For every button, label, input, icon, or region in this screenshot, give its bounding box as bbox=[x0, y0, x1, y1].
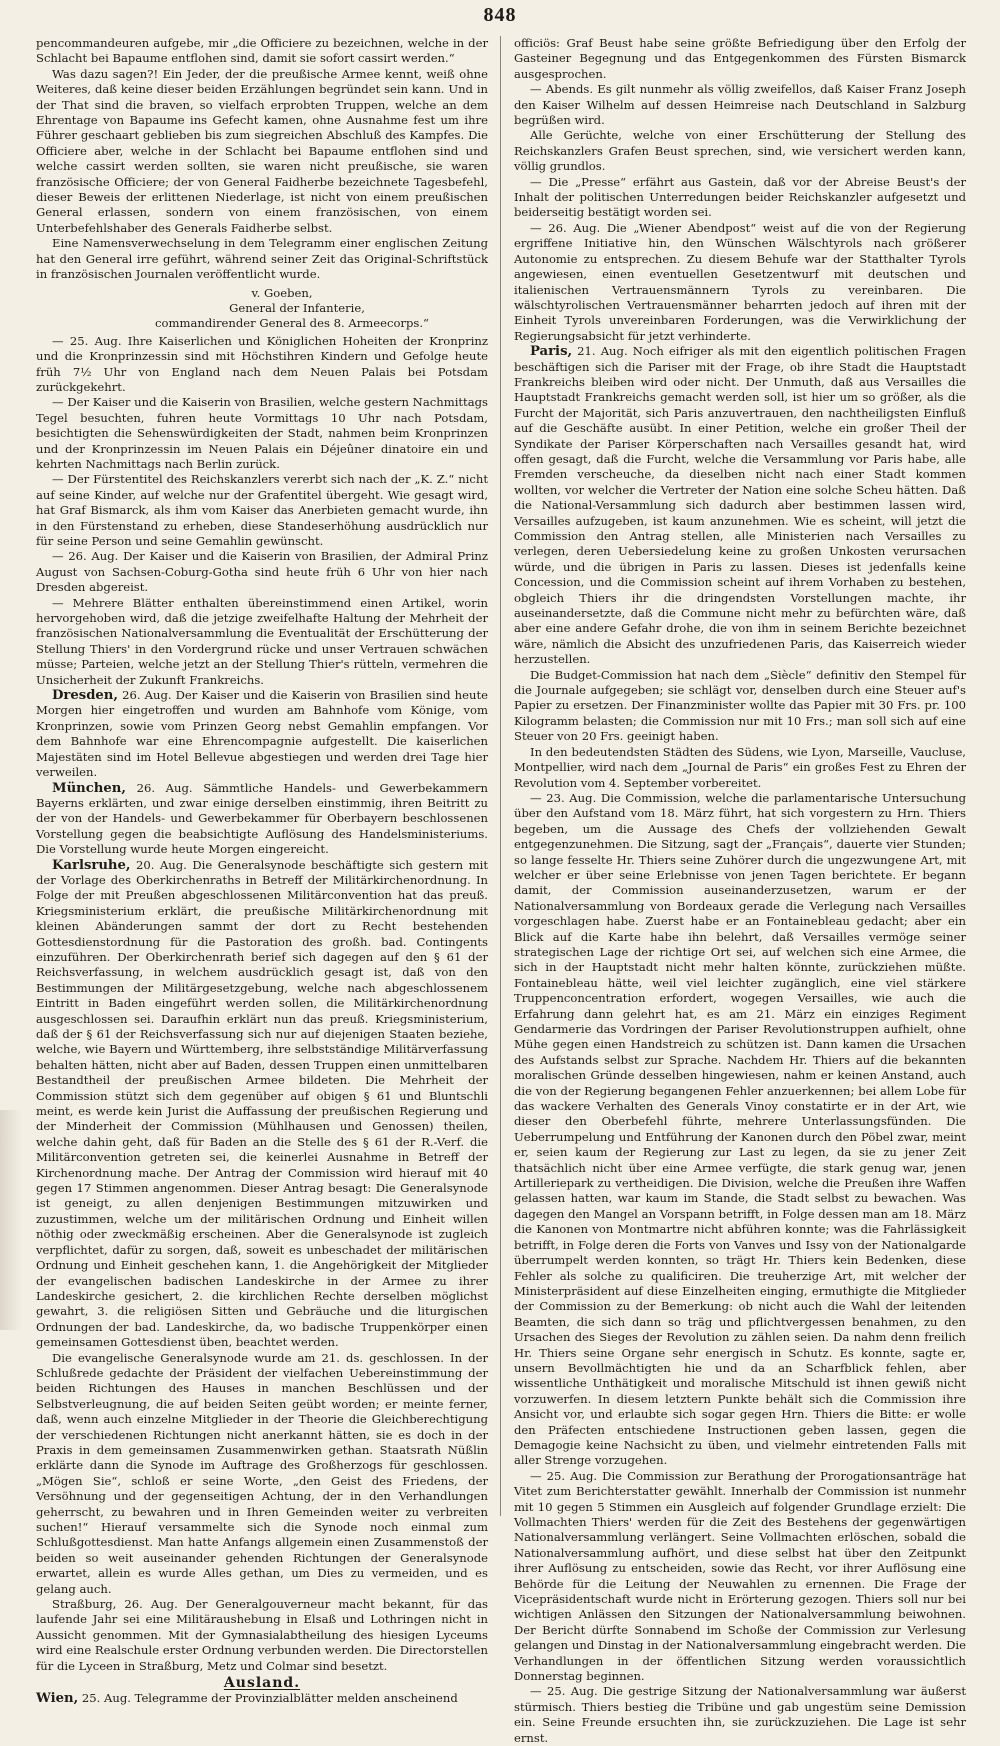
paragraph: In den bedeutendsten Städten des Südens, wie Lyon, Marseille, Vaucluse, Montpellier, wird nach dem „Journal de Paris“ ein großes Fest zu Ehren der Revolution vom 4. September vorbereitet. bbox=[514, 744, 966, 790]
paragraph: — Die „Presse“ erfährt aus Gastein, daß vor der Abreise Beust's der Inhalt der politischen Unterredungen beider Reichskanzler aufgesetzt und beiderseitig bestätigt worden sei. bbox=[514, 174, 966, 220]
paragraph: — 25. Aug. Die gestrige Sitzung der Nationalversammlung war äußerst stürmisch. Thiers bestieg die Tribüne und gab ungestüm seine Demission ein. Seine Freunde ersuchten ihn, sie zurückzuziehen. Die Lage ist sehr ernst. bbox=[514, 1684, 966, 1745]
paragraph: Die Budget-Commission hat nach dem „Siècle“ definitiv den Stempel für die Journale aufgegeben; sie schlägt vor, denselben durch eine Steuer auf's Papier zu ersetzen. Der Finanzminister wollte das Papier mit 30 Frs. pr. 100 Kilogramm belasten; die Commission nur mit 10 Frs.; man soll sich auf eine Steuer von 20 Frs. geeinigt haben. bbox=[514, 667, 966, 744]
dateline-muenchen: München, bbox=[52, 780, 126, 796]
dresden-article bbox=[36, 688, 488, 780]
right-column bbox=[514, 36, 966, 1745]
paris-article bbox=[514, 344, 966, 668]
signature-command: commandirender General des 8. Armeecorps.“ bbox=[155, 316, 429, 331]
dateline-dresden: Dresden, bbox=[52, 688, 118, 704]
wien-article bbox=[36, 1691, 488, 1706]
paragraph: officiös: Graf Beust habe seine größte Befriedigung über den Erfolg der Gasteiner Begegnung und das Entgegenkommen des Fürsten Bismarck ausgesprochen. bbox=[514, 36, 966, 81]
paragraph: — Der Kaiser und die Kaiserin von Brasilien, welche gestern Nachmittags Tegel besuchten, fuhren heute Vormittags 10 Uhr nach Potsdam, besichtigten die Sehenswürdigkeiten der Stadt, nahmen beim Kronprinzen und der Kronprinzessin im Neuen Palais ein Déjeûner dinatoire ein und kehrten Nachmittags nach Berlin zurück. bbox=[36, 395, 488, 471]
paragraph: — 26. Aug. Die „Wiener Abendpost“ weist auf die von der Regierung ergriffene Initiative hin, den Wünschen Wälschtyrols nach größerer Autonomie zu entsprechen. Zu diesem Behufe war der Statthalter Tyrols angewiesen, einen eventuellen Gesetzentwurf mit deutschen und italienischen Vertrauensmännern Tyrols zu vereinbaren. Die wälschtyrolischen Vertrauensmänner beharrten jedoch auf ihren mit der Einheit Tyrols unvereinbaren Forderungen, was die Verwirklichung der Regierungsabsicht für jetzt verhinderte. bbox=[514, 220, 966, 343]
paragraph: — Mehrere Blätter enthalten übereinstimmend einen Artikel, worin hervorgehoben wird, daß die jetzige zweifelhafte Haltung der Mehrheit der französischen Nationalversammlung die Eventualität der Erschütterung der Stellung Thiers' in den Vordergrund rücke und unser Vertrauen schwächen müsse; Parteien, welche jetzt an der Stellung Thier's rütteln, vermehren die Unsicherheit der Zukunft Frankreichs. bbox=[36, 595, 488, 687]
signature-rank: General der Infanterie, bbox=[229, 300, 365, 315]
paragraph: — 25. Aug. Ihre Kaiserlichen und Königlichen Hoheiten der Kronprinz und die Kronprinzessin sind mit Höchstihren Kindern und Gefolge heute früh 7½ Uhr von England nach dem Neuen Palais bei Potsdam zurückgekehrt. bbox=[36, 333, 488, 394]
paragraph: Was dazu sagen?! Ein Jeder, der die preußische Armee kennt, weiß ohne Weiteres, daß keine dieser beiden Erzählungen begründet sein kann. Und in der That sind die braven, so vielfach erprobten Truppen, welche an dem Ehrentage von Bapaume ins Gefecht kamen, ohne Ausnahme fest um ihre Führer geschaart geblieben bis zum siegreichen Abschluß des Kampfes. Die Officiere aber, welche in der Schlacht bei Bapaume entflohen sind und welche cassirt werden sollten, sie waren nicht preußische, sie waren französische Officiere; der von General Faidherbe bezeichnete Tagesbefehl, dieser Beweis der erlittenen Niederlage, ist nicht von einem preußischen General erlassen, sondern von einem französischen, von einem Unterbefehlshaber des Generals Faidherbe selbst. bbox=[36, 66, 488, 235]
paragraph: Eine Namensverwechselung in dem Telegramm einer englischen Zeitung hat den General irre geführt, während seiner Zeit das Original-Schriftstück in französischen Journalen veröffentlicht wurde. bbox=[36, 236, 488, 282]
paragraph: — Der Fürstentitel des Reichskanzlers vererbt sich nach der „K. Z.“ nicht auf seine Kinder, auf welche nur der Grafentitel übergeht. Wie gesagt wird, hat Graf Bismarck, als ihm vom Kaiser das Anerbieten gemacht wurde, ihn in den Fürstenstand zu erheben, diese Standeserhöhung ausdrücklich nur für seine Person und seine Gemahlin gewünscht. bbox=[36, 472, 488, 548]
signature-name: v. Goeben, bbox=[251, 285, 313, 300]
article-text: 26. Aug. Der Kaiser und die Kaiserin von Brasilien sind heute Morgen hier eingetroffen und wurden am Bahnhofe vom Könige, vom Kronprinzen, sowie vom Prinzen Georg nebst Gemahlin empfangen. Vor dem Bahnhofe war eine Ehrencompagnie aufgestellt. Die kaiserlichen Majestäten sind im Hotel Bellevue abgestiegen und werden drei Tage hier verweilen. bbox=[36, 688, 488, 780]
paragraph: — 25. Aug. Die Commission zur Berathung der Prorogationsanträge hat Vitet zum Berichterstatter gewählt. Innerhalb der Commission ist nunmehr mit 10 gegen 5 Stimmen ein Ausgleich auf folgender Grundlage erzielt: Die Vollmachten Thiers' werden für die Zeit des Bestehens der gegenwärtigen Nationalversammlung verlängert. Seine Vollmachten erlöschen, sobald die Nationalversammlung aufhört, und diese selbst hat über den Zeitpunkt ihrer Auflösung zu entscheiden, sowie das Recht, vor ihrer Auflösung eine Behörde für die Leitung der Neuwahlen zu ernennen. Die Frage der Vicepräsidentschaft wurde nicht in Erörterung gezogen. Thiers soll nur bei wichtigen Anlässen den Sitzungen der Nationalversammlung beiwohnen. Der Bericht dürfte Sonnabend im Schoße der Commission zur Verlesung gelangen und Dinstag in der Nationalversammlung eingebracht werden. Die Verhandlungen in der öffentlichen Sitzung werden voraussichtlich Donnerstag beginnen. bbox=[514, 1468, 966, 1684]
column-divider bbox=[500, 36, 501, 1516]
muenchen-article bbox=[36, 781, 488, 858]
section-heading-ausland: Ausland. bbox=[223, 1675, 301, 1692]
left-column bbox=[36, 36, 488, 1707]
article-text: 26. Aug. Sämmtliche Handels- und Gewerbekammern Bayerns erklärten, und zwar einige derselben einstimmig, ihren Beitritt zu der von der Handels- und Gewerbekammer für Oberbayern beschlossenen Vorstellung gegen die beabsichtigte Auflösung des Handelsministeriums. Die Vorstellung wurde heute Morgen eingereicht. bbox=[36, 780, 488, 857]
dateline-wien: Wien, bbox=[36, 1691, 79, 1707]
dateline-paris: Paris, bbox=[530, 344, 573, 360]
article-text: 21. Aug. Noch eifriger als mit den eigentlich politischen Fragen beschäftigen sich die Pariser mit der Frage, ob ihre Stadt die Hauptstadt Frankreichs bleiben wird oder nicht. Der Unmuth, daß aus Versailles die Hauptstadt Frankreichs gemacht werden soll, ist hier um so größer, als die Furcht der Majorität, sich Paris anzuvertrauen, den nachtheiligsten Einfluß auf die Geschäfte ausübt. In einer Petition, welche ein großer Theil der Syndikate der Pariser Körperschaften nach Versailles gesandt hat, wird offen gesagt, daß die Furcht, welche die Versammlung vor Paris habe, alle Fremden verscheuche, da dieselben nicht nach einer Stadt kommen wollten, vor welcher die Vertreter der Nation eine solche Scheu hätten. Daß die National-Versammlung sich dadurch aber bestimmen lassen wird, Versailles aufzugeben, ist kaum anzunehmen. Wie es scheint, will jetzt die Commission den Antrag stellen, alle Ministerien nach Versailles zu verlegen, deren Uebersiedelung keine zu großen Unkosten verursachen würde, und die übrigen in Paris zu lassen. Dieses ist jedenfalls keine Concession, und die Commission scheint auf ihrem Vorhaben zu bestehen, obgleich Thiers ihr die dringendsten Vorstellungen machte, ihr auseinandersetzte, daß die Commune nicht mehr zu befürchten wäre, daß aber eine andere Gefahr drohe, die von ihm in seinem Berichte bezeichnet wäre, nämlich die Absicht des unzufriedenen Paris, das Kaiserreich wieder herzustellen. bbox=[514, 344, 966, 667]
paragraph: — 26. Aug. Der Kaiser und die Kaiserin von Brasilien, der Admiral Prinz August von Sachsen-Coburg-Gotha sind heute früh 6 Uhr von hier nach Dresden abgereist. bbox=[36, 549, 488, 595]
dateline-karlsruhe: Karlsruhe, bbox=[52, 857, 131, 873]
paragraph: Alle Gerüchte, welche von einer Erschütterung der Stellung des Reichskanzlers Grafen Beust sprechen, sind, wie versichert werden kann, völlig grundlos. bbox=[514, 128, 966, 174]
paragraph: pencommandeuren aufgebe, mir „die Officiere zu bezeichnen, welche in der Schlacht bei Bapaume entflohen sind, damit sie sofort cassirt werden.“ bbox=[36, 36, 488, 66]
page-number: 848 bbox=[483, 4, 517, 26]
karlsruhe-article bbox=[36, 858, 488, 1351]
paragraph: Straßburg, 26. Aug. Der Generalgouverneur macht bekannt, für das laufende Jahr sei eine Militäraushebung in Elsaß und Lothringen nicht in Aussicht genommen. Mit der Gymnasialabtheilung des hiesigen Lyceums wird eine Realschule erster Ordnung verbunden werden. Die Directorstellen für die Lyceen in Straßburg, Metz und Colmar sind besetzt. bbox=[36, 1597, 488, 1673]
paragraph: Die evangelische Generalsynode wurde am 21. ds. geschlossen. In der Schlußrede gedachte der Präsident der vielfachen Uebereinstimmung der beiden Richtungen des Hauses in manchen Beschlüssen und der Selbstverleugnung, die auf beiden Seiten geübt worden; er meinte ferner, daß, wenn auch einzelne Mitglieder in der Theorie die Gleichberechtigung der verschiedenen Richtungen nicht anerkannt hätten, sie es doch in der Praxis in dem gemeinsamen Zusammenwirken gethan. Staatsrath Nüßlin erklärte dann die Synode im Auftrage des Großherzogs für geschlossen. „Mögen Sie“, schloß er seine Worte, „den Geist des Friedens, der Versöhnung und der gegenseitigen Achtung, der in den Verhandlungen geherrscht, zu bewahren und in Ihren Gemeinden weiter zu verbreiten suchen!“ Hierauf versammelte sich die Synode noch einmal zum Schlußgottesdienst. Man hatte Anfangs allgemein einen Zusammenstoß der beiden so weit auseinander gehenden Richtungen der Generalsynode erwartet, allein es wurde Alles gethan, um Dies zu vermeiden, und es gelang auch. bbox=[36, 1350, 488, 1596]
paper-stain bbox=[0, 1110, 22, 1330]
paragraph: — Abends. Es gilt nunmehr als völlig zweifellos, daß Kaiser Franz Joseph den Kaiser Wilhelm auf dessen Heimreise nach Deutschland in Salzburg begrüßen wird. bbox=[514, 82, 966, 128]
article-text: 25. Aug. Telegramme der Provinzialblätter melden anscheinend bbox=[78, 1691, 458, 1706]
signature-block bbox=[36, 286, 488, 332]
paragraph: — 23. Aug. Die Commission, welche die parlamentarische Untersuchung über den Aufstand vom 18. März führt, hat sich vorgestern zu Hrn. Thiers begeben, um die Aussage des Chefs der vollziehenden Gewalt entgegenzunehmen. Die Sitzung, sagt der „Français“, dauerte vier Stunden; so lange fesselte Hr. Thiers seine Zuhörer durch die ungezwungene Art, mit welcher er über seine Erlebnisse von jenen Tagen berichtete. Er begann damit, der Commission auseinanderzusetzen, warum er der Nationalversammlung von Bordeaux gerade die Verlegung nach Versailles vorgeschlagen habe. Zuerst habe er an Fontainebleau gedacht; aber ein Blick auf die Karte habe ihn belehrt, daß Versailles vermöge seiner strategischen Lage der richtige Ort sei, auf welchen sich eine Armee, die sich in der Hauptstadt nicht mehr halten könnte, zurückziehen müßte. Fontainebleau hätte, weil viel leichter zugänglich, eine viel stärkere Truppenconcentration erfordert, wogegen Versailles, wie auch die Erfahrung dann gelehrt hat, es am 21. März ein einziges Regiment Gendarmerie das Vordringen der Pariser Revolutionstruppen aufhielt, ohne Mühe gegen einen Handstreich zu schützen ist. Dann kamen die Ursachen des Aufstands selbst zur Sprache. Nachdem Hr. Thiers auf die bekannten moralischen Gründe desselben hingewiesen, nahm er keinen Anstand, auch die von der Regierung begangenen Fehler anzuerkennen; bei allem Lobe für das wackere Verhalten des Generals Vinoy constatirte er in der Art, wie dieser den Oberbefehl führte, mehrere Unterlassungsfünden. Die Ueberrumpelung und Entführung der Kanonen durch den Pöbel zwar, meint er, seien kaum der Regierung zur Last zu legen, da sie zu jener Zeit thatsächlich nicht über eine Armee verfügte, die stark genug war, jenen Artilleriepark zu vertheidigen. Die Division, welche die Preußen ihre Waffen gelassen hatten, war kaum im Stande, die Stadt selbst zu bewachen. Was dagegen den Mangel an Vorspann betrifft, in Folge dessen man am 18. März die Kanonen von Montmartre nicht abführen konnte; was die Fahrlässigkeit betrifft, in Folge deren die Forts von Vanves und Issy von der Nationalgarde überrumpelt werden konnten, so trägt Hr. Thiers kein Bedenken, diese Fehler als solche zu qualificiren. Die treuherzige Art, mit welcher der Ministerpräsident auf diese Einzelheiten einging, ermuthigte die Mitglieder der Commission zu der Bemerkung: ob nicht auch die Wahl der leitenden Beamten, die sich dann so träg und pflichtvergessen benahmen, zu den Ursachen des Sieges der Revolution zu zählen seien. Da nahm denn freilich Hr. Thiers seine Organe sehr energisch in Schutz. Es konnte, sagte er, unsern Bevollmächtigten hie und da an Scharfblick fehlen, aber wissentliche Unthätigkeit und moralische Mitschuld ist ihnen gewiß nicht vorzuwerfen. In diesem letztern Punkte behält sich die Commission ihre Ansicht vor, und erlaubte sich sogar gegen Hrn. Thiers die Bitte: er wolle den Präfecten entschiedene Instructionen geben lassen, gegen die Demagogie keine Nachsicht zu üben, und vielmehr eintretenden Falls mit aller Strenge vorzugehen. bbox=[514, 790, 966, 1468]
article-text: 20. Aug. Die Generalsynode beschäftigte sich gestern mit der Vorlage des Oberkirchenraths in Betreff der Militärkirchenordnung. In Folge der mit Preußen abgeschlossenen Militärconvention hat das preuß. Kriegsministerium erklärt, die preußische Militärkirchenordnung mit kleinen Abänderungen sammt der dort zu Recht bestehenden Gottesdienstordnung für die Pastoration des großh. bad. Contingents einzuführen. Der Oberkirchenrath berief sich dagegen auf den § 61 der Reichsverfassung, in welchem ausdrücklich gesagt ist, daß von den Bestimmungen der Militärgesetzgebung, welche nach abgeschlossenem Eintritt in Baden eingeführt werden sollen, die Militärkirchenordnung ausgeschlossen sei. Daraufhin erklärt nun das preuß. Kriegsministerium, daß der § 61 der Reichsverfassung sich nur auf diejenigen Staaten beziehe, welche, wie Bayern und Württemberg, ihre selbstständige Militärverfassung behalten hätten, nicht aber auf Baden, dessen Truppen einen unmittelbaren Bestandtheil der preußischen Armee bildeten. Die Mehrheit der Commission stützt sich dem gegenüber auf obigen § 61 und Bluntschli meint, es werde kein Jurist die Auffassung der preußischen Regierung und der Minderheit der Commission (Mühlhausen und Genossen) theilen, welche dahin geht, daß für Baden an die Stelle des § 61 der R.-Verf. die Militärconvention getreten sei, die keinerlei Ausnahme in Betreff der Kirchenordnung mache. Der Antrag der Commission wird hierauf mit 40 gegen 17 Stimmen angenommen. Dieser Antrag besagt: Die Generalsynode ist geneigt, zu allen denjenigen Bestimmungen mitzuwirken und zuzustimmen, welche um der militärischen Ordnung und Einheit willen nöthig oder zweckmäßig erscheinen. Aber die Generalsynode ist zugleich verpflichtet, dafür zu sorgen, daß, soweit es unbeschadet der militärischen Ordnung und Einheit geschehen kann, 1. die Angehörigkeit der Mitglieder der evangelischen badischen Landeskirche in der Armee zu ihrer Landeskirche gesichert, 2. die kirchlichen Rechte derselben möglichst gewahrt, 3. die religiösen Sitten und Gebräuche und die liturgischen Ordnungen der bad. Landeskirche, da, wo badische Truppenkörper einen gemeinsamen Gottesdienst üben, beachtet werden. bbox=[36, 857, 488, 1350]
